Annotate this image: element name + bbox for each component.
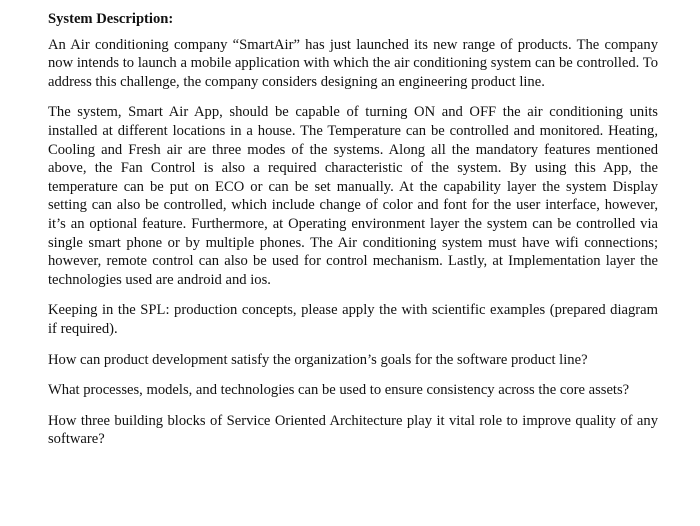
paragraph-spl-instruction: Keeping in the SPL: production concepts, please apply the with scientific examples (prepared diagram if required). bbox=[48, 302, 658, 337]
question-core-assets: What processes, models, and technologies can be used to ensure consistency across the core assets? bbox=[48, 382, 630, 399]
paragraph-system-features: The system, Smart Air App, should be capable of turning ON and OFF the air conditioning units installed at different locations in a house. The Temperature can be controlled and monitored. Heating, Cooling and Fresh air are three modes of the systems. Along all the mandatory features mentioned above, the Fan Control is also a required characteristic of the system. By using this App, the temperature can be put on ECO or can be set manually. At the capability layer the system Display setting can also be controlled, which include change of color and font for the user interface, however, it’s an optional feature. Furthermore, at Operating environment layer the system can be controlled via single smart phone or by multiple phones. The Air conditioning system must have wifi connections; however, remote control can also be used for control mechanism. Lastly, at Implementation layer the technologies used are android and ios. bbox=[48, 104, 658, 288]
question-soa-building-blocks: How three building blocks of Service Oriented Architecture play it vital role to improve quality of any software? bbox=[48, 412, 658, 448]
paragraph-introduction: An Air conditioning company “SmartAir” has just launched its new range of products. The company now intends to launch a mobile application with which the air conditioning system can be controlled. To address this challenge, the company considers designing an engineering product line. bbox=[48, 36, 658, 90]
section-heading: System Description: bbox=[48, 11, 174, 27]
document-body bbox=[48, 10, 658, 449]
question-product-development: How can product development satisfy the organization’s goals for the software product line? bbox=[48, 351, 588, 368]
